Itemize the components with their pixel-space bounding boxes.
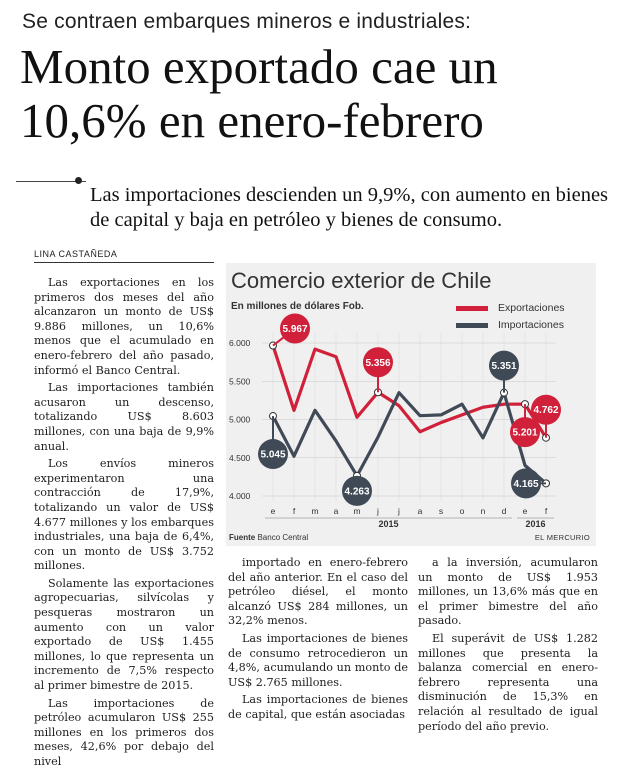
chart-plot — [226, 263, 596, 546]
callout-label: 5.967 — [282, 324, 308, 336]
chart-credit: EL MERCURIO — [534, 533, 590, 542]
x-tick-label: j — [398, 506, 400, 516]
trade-chart — [226, 263, 596, 546]
chart-source: Fuente Banco Central — [229, 533, 309, 542]
callout-label: 5.356 — [365, 357, 391, 369]
callout-label: 5.351 — [491, 361, 517, 373]
x-tick-label: j — [377, 506, 379, 516]
col1-paragraph: Las exportaciones en los primeros dos meses del año alcanzaron un monto de US$ 9.886 millones, un 10,6% menos que el acumulado en enero-febrero del año pasado, informó el Banco Central. — [34, 276, 214, 377]
y-tick-label: 6.000 — [229, 338, 251, 348]
article-column-2 — [228, 556, 408, 726]
x-tick-label: n — [480, 506, 486, 516]
callout-label: 5.201 — [512, 427, 538, 439]
x-tick-label: e — [522, 506, 528, 516]
y-tick-label: 4.500 — [229, 452, 251, 463]
deck: Las importaciones descienden un 9,9%, con aumento en bienes de capital y baja en petróleo y bienes de consumo. — [90, 184, 609, 231]
x-tick-label: o — [459, 506, 465, 516]
headline-line-1: Monto exportado cae un — [20, 39, 498, 94]
x-tick-label: a — [333, 506, 339, 516]
legend-label-exportaciones: Exportaciones — [498, 302, 565, 314]
col1-paragraph: Las importaciones también acusaron un descenso, totalizando US$ 8.603 millones, con una baja de 9,9% anual. — [34, 381, 214, 453]
kicker: Se contraen embarques mineros e industriales: — [22, 10, 472, 33]
y-tick-label: 5.000 — [229, 414, 251, 425]
headline-line-2: 10,6% en enero-febrero — [20, 93, 484, 148]
x-tick-label: m — [353, 506, 361, 516]
x-tick-label: a — [417, 506, 423, 516]
col3-paragraph: El superávit de US$ 1.282 millones que presenta la balanza comercial en enero-febrero representa una disminución de 15,3% en relación al resultado de igual período del año previo. — [418, 631, 598, 733]
byline: LINA CASTAÑEDA — [34, 249, 118, 259]
x-tick-label: m — [311, 506, 319, 516]
col3-paragraph: a la inversión, acumularon un monto de US$ 1.953 millones, un 13,6% más que en el primer bimestre del año pasado. — [418, 556, 598, 628]
callout-label: 4.165 — [513, 478, 539, 490]
x-tick-label: d — [501, 506, 507, 516]
headline — [20, 40, 600, 148]
y-tick-label: 5.500 — [229, 376, 251, 387]
byline-rule — [34, 262, 214, 263]
x-tick-label: f — [544, 506, 548, 516]
article-column-1 — [34, 276, 214, 773]
col2-paragraph: Las importaciones de bienes de consumo retrocedieron un 4,8%, acumulando un monto de US$ 2.765 millones. — [228, 631, 408, 689]
x-tick-label: f — [292, 506, 296, 516]
article-column-3 — [418, 556, 598, 737]
callout-label: 4.263 — [344, 486, 370, 498]
series-line-importaciones — [273, 393, 546, 484]
col1-paragraph: Los envíos mineros experimentaron una contracción de 17,9%, totalizando un valor de US$ 4.677 millones y los embarques industriales, una baja de 6,4%, con un monto de US$ 3.752 millones. — [34, 457, 214, 573]
col2-paragraph: Las importaciones de bienes de capital, que están asociadas — [228, 693, 408, 721]
year-label: 2015 — [378, 519, 399, 529]
x-tick-label: s — [438, 506, 444, 516]
col2-paragraph: importado en enero-febrero del año anterior. En el caso del petróleo diésel, el monto alcanzó US$ 284 millones, un 32,2% menos. — [228, 556, 408, 628]
deck-bullet — [75, 177, 82, 184]
callout-label: 4.762 — [533, 405, 559, 417]
x-tick-label: e — [270, 506, 276, 516]
chart-unit: En millones de dólares Fob. — [231, 301, 364, 312]
legend-label-importaciones: Importaciones — [498, 319, 564, 331]
col1-paragraph: Las importaciones de petróleo acumularon US$ 255 millones en los primeros dos meses, 42,6% por debajo del nivel — [34, 696, 214, 768]
col1-paragraph: Solamente las exportaciones agropecuarias, silvícolas y pesqueras mostraron un aumento con un valor exportado de US$ 1.455 millones, lo que representa un incremento de 7,5% respecto al primer bimestre de 2015. — [34, 576, 214, 693]
y-tick-label: 4.000 — [229, 491, 251, 501]
chart-title: Comercio exterior de Chile — [231, 268, 492, 293]
callout-label: 5.045 — [260, 449, 286, 461]
year-label: 2016 — [525, 519, 546, 529]
